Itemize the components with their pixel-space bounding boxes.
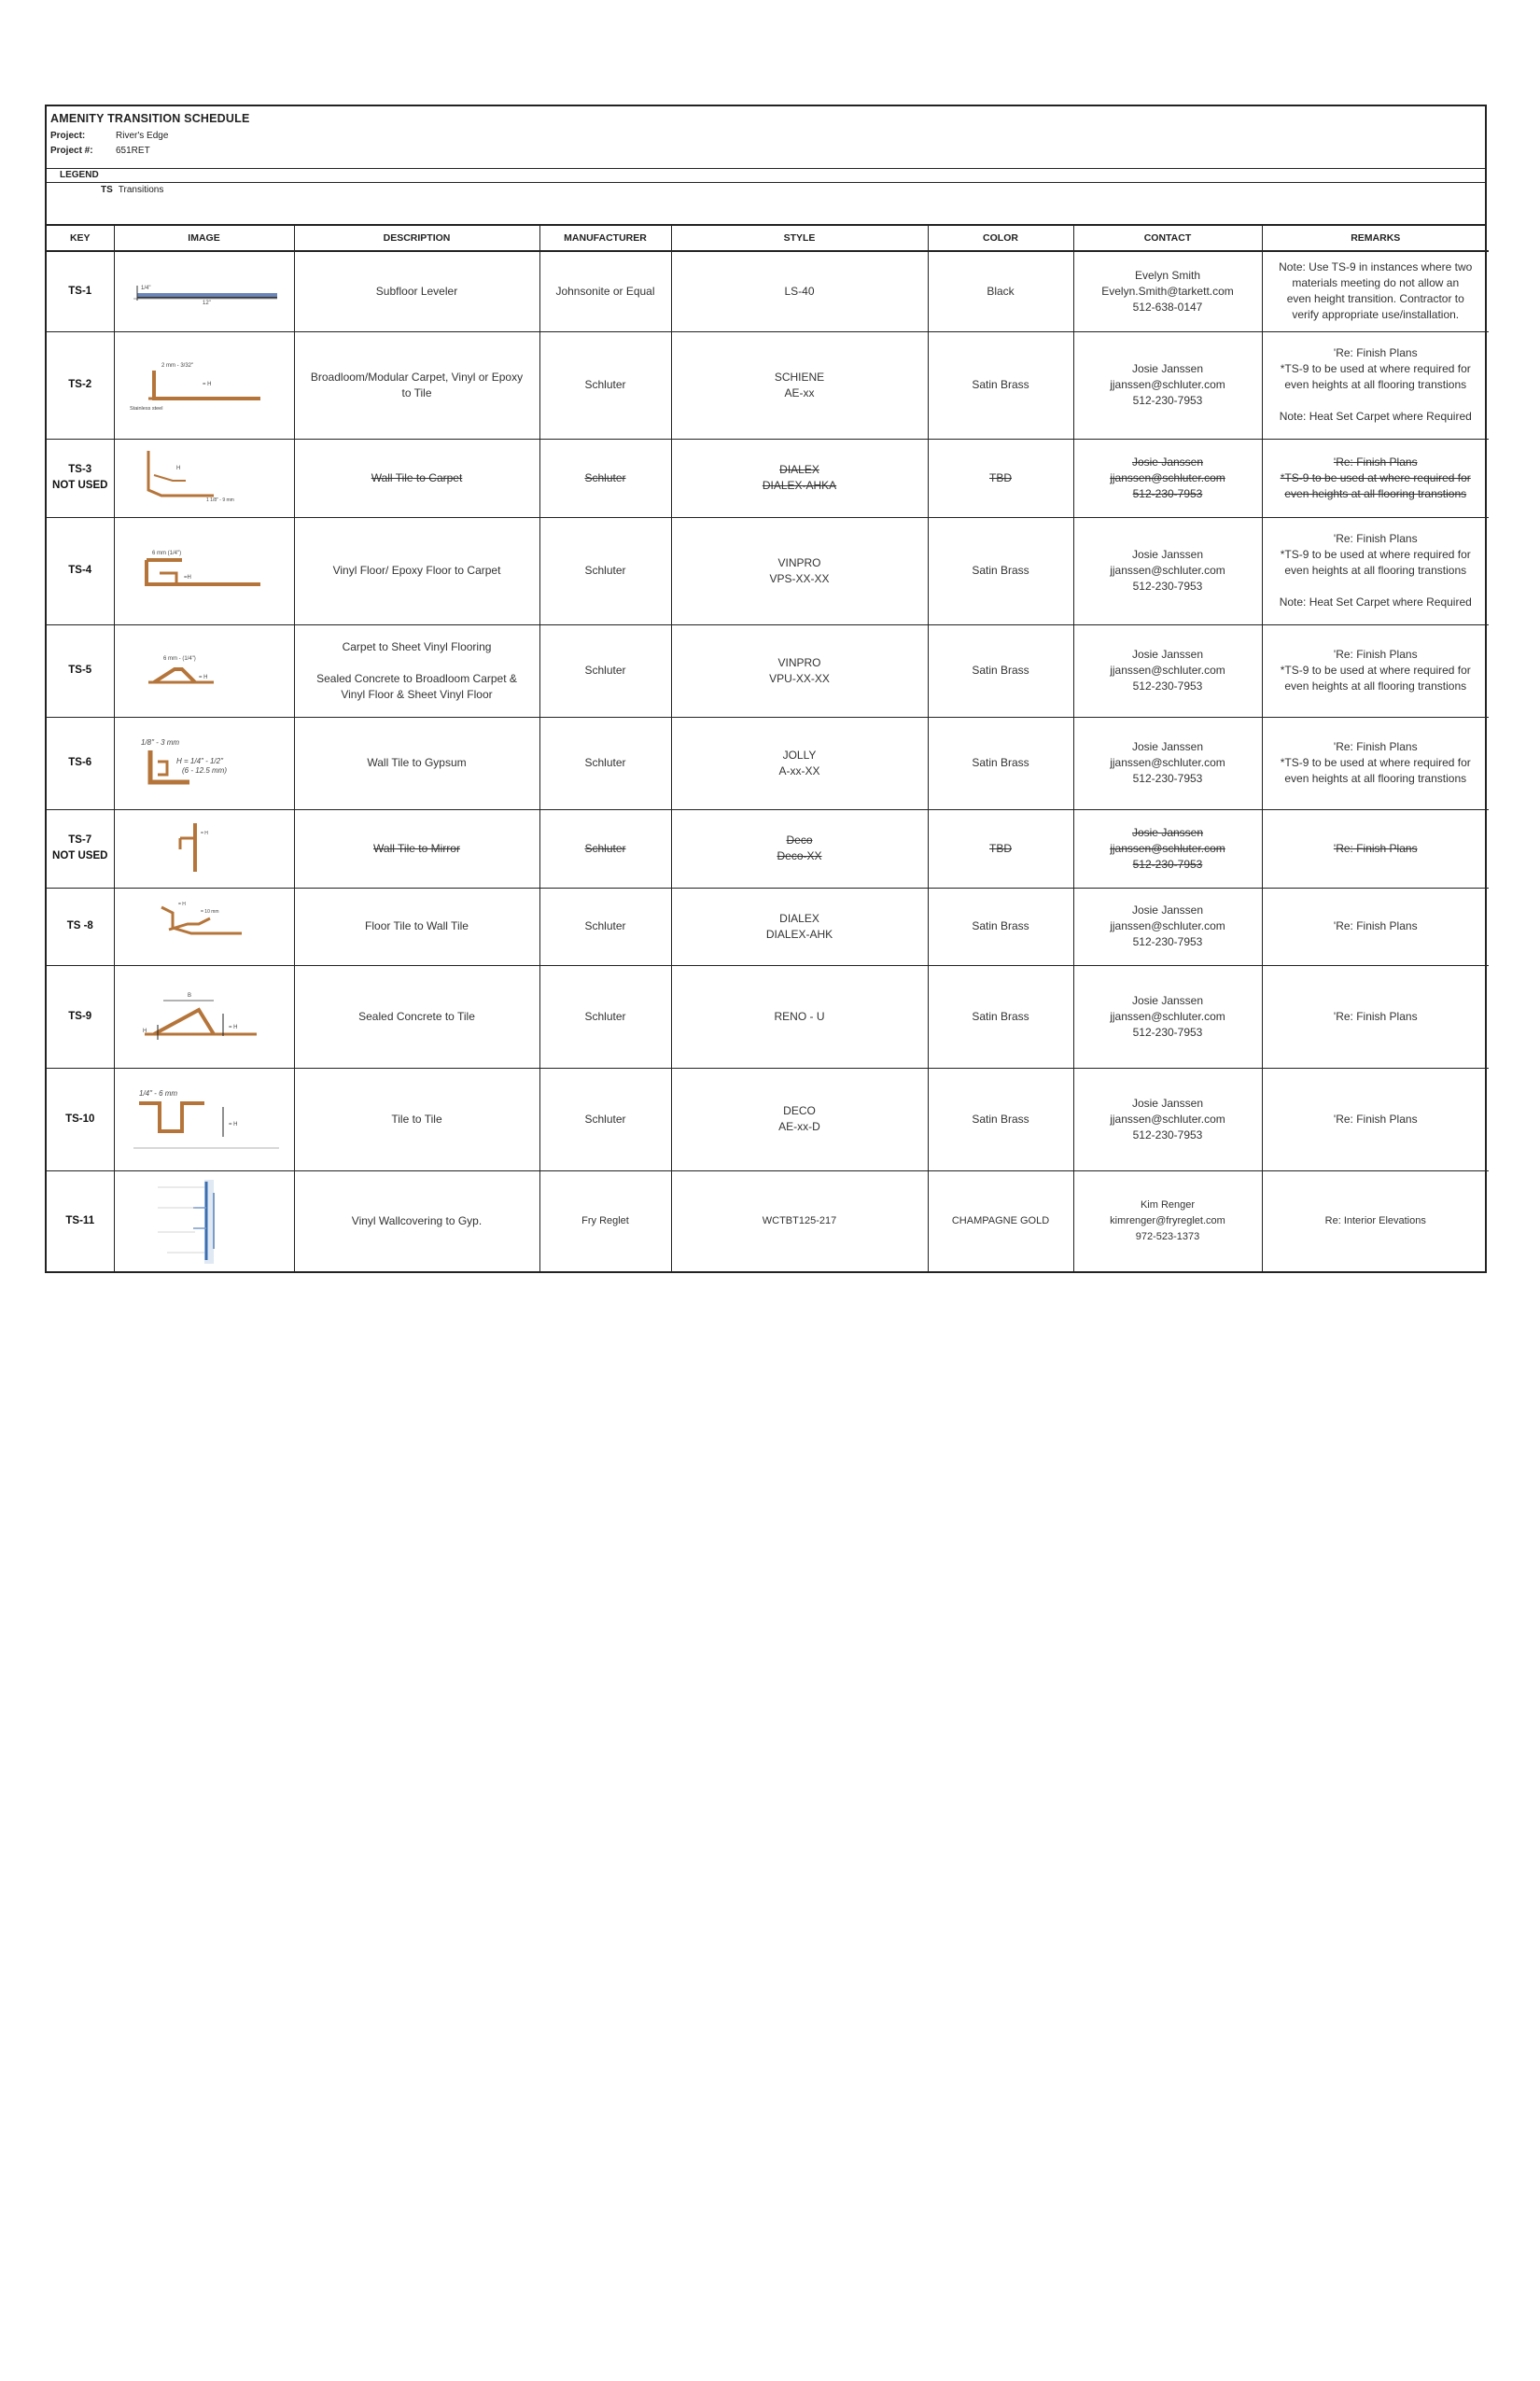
row-style-line: RENO - U — [774, 1009, 825, 1023]
row-style — [671, 624, 928, 717]
row-description-line: Vinyl Wallcovering to Gyp. — [351, 1213, 483, 1227]
row-remarks-line: even heights at all flooring transtions — [1284, 564, 1467, 577]
svg-text:1 1/8" - 9 mm: 1 1/8" - 9 mm — [205, 497, 234, 503]
row-contact-line: jjanssen@schluter.com — [1110, 756, 1225, 769]
row-contact-line: Josie Janssen — [1131, 825, 1204, 839]
profile-drawing — [120, 1174, 288, 1268]
svg-text:12": 12" — [202, 301, 211, 307]
row-key-line: TS-11 — [65, 1214, 95, 1226]
row-contact-line: Kim Renger — [1140, 1198, 1196, 1211]
table-row — [47, 251, 1489, 331]
row-contact-line: 512-230-7953 — [1132, 1025, 1203, 1039]
row-description-line: Sealed Concrete to Tile — [358, 1009, 475, 1023]
svg-text:=H: =H — [183, 574, 191, 581]
table-row — [47, 809, 1489, 888]
row-color-text: Black — [987, 284, 1015, 298]
row-remarks-line: *TS-9 to be used at where required for — [1280, 756, 1471, 769]
row-color-text: Satin Brass — [972, 1009, 1029, 1023]
row-key-line: TS-2 — [68, 379, 92, 390]
row-manufacturer-text: Schluter — [584, 1009, 626, 1023]
profile-drawing — [120, 543, 288, 599]
row-description-line — [299, 655, 536, 671]
svg-text:2 mm - 3/32": 2 mm - 3/32" — [161, 362, 193, 369]
row-remarks — [1262, 439, 1489, 517]
row-description-line: Wall Tile to Gypsum — [367, 756, 467, 769]
row-remarks-line: even heights at all flooring transtions — [1284, 378, 1467, 391]
row-contact — [1073, 717, 1262, 809]
row-key — [47, 251, 114, 331]
col-header-style: STYLE — [671, 226, 928, 251]
row-remarks — [1262, 251, 1489, 331]
col-header-color: COLOR — [928, 226, 1073, 251]
row-style — [671, 1170, 928, 1271]
row-description — [294, 965, 539, 1068]
row-remarks-line: 'Re: Finish Plans — [1333, 648, 1418, 661]
row-style-line: DIALEX — [779, 911, 819, 925]
svg-text:= H: = H — [228, 1122, 238, 1127]
table-row — [47, 888, 1489, 965]
row-remarks-line: 'Re: Finish Plans — [1333, 841, 1418, 855]
row-contact-line: jjanssen@schluter.com — [1110, 1112, 1225, 1126]
row-contact-line: kimrenger@fryreglet.com — [1110, 1214, 1225, 1226]
row-description-line: Vinyl Floor/ Epoxy Floor to Carpet — [332, 564, 501, 577]
table-header-row — [47, 226, 1489, 251]
row-manufacturer — [539, 809, 671, 888]
row-color — [928, 251, 1073, 331]
row-remarks — [1262, 717, 1489, 809]
row-contact — [1073, 1068, 1262, 1170]
row-contact-line: jjanssen@schluter.com — [1110, 378, 1225, 391]
row-style — [671, 965, 928, 1068]
row-style-line: DECO — [783, 1104, 816, 1117]
row-contact-line: 512-230-7953 — [1132, 935, 1203, 948]
svg-text:1/4" - 6 mm: 1/4" - 6 mm — [138, 1089, 177, 1098]
row-description-line: Tile to Tile — [391, 1112, 442, 1126]
transition-profile-image — [114, 1068, 294, 1170]
row-key — [47, 1068, 114, 1170]
row-style-line: VINPRO — [777, 555, 821, 569]
row-contact — [1073, 251, 1262, 331]
svg-text:6 mm - (1/4"): 6 mm - (1/4") — [162, 655, 196, 662]
row-description-line: Wall Tile to Mirror — [373, 841, 460, 855]
row-manufacturer-text: Schluter — [584, 378, 626, 391]
row-description-line: Subfloor Leveler — [375, 284, 458, 298]
legend-label: LEGEND — [60, 170, 99, 180]
col-header-contact: CONTACT — [1073, 226, 1262, 251]
row-manufacturer-text: Johnsonite or Equal — [555, 284, 655, 298]
row-description-line: Wall Tile to Carpet — [371, 470, 463, 484]
row-contact-line: Evelyn.Smith@tarkett.com — [1101, 284, 1234, 298]
row-remarks-line: 'Re: Finish Plans — [1333, 1009, 1418, 1023]
table-row — [47, 717, 1489, 809]
row-contact-line: jjanssen@schluter.com — [1110, 919, 1225, 932]
project-number-value: 651RET — [116, 146, 150, 156]
row-key-line: TS-5 — [68, 665, 92, 676]
row-color-text: TBD — [989, 841, 1012, 855]
col-header-description: DESCRIPTION — [294, 226, 539, 251]
row-color — [928, 1170, 1073, 1271]
row-key — [47, 1170, 114, 1271]
row-key — [47, 624, 114, 717]
row-color — [928, 624, 1073, 717]
transition-profile-image — [114, 331, 294, 439]
row-style — [671, 809, 928, 888]
row-remarks — [1262, 809, 1489, 888]
project-number-row — [50, 146, 150, 156]
row-description — [294, 1068, 539, 1170]
row-manufacturer — [539, 517, 671, 624]
row-description-line: Sealed Concrete to Broadloom Carpet & — [316, 671, 517, 685]
row-style-line: VINPRO — [777, 655, 821, 669]
row-description — [294, 1170, 539, 1271]
row-key — [47, 439, 114, 517]
row-key — [47, 888, 114, 965]
row-manufacturer — [539, 439, 671, 517]
row-color-text: Satin Brass — [972, 378, 1029, 391]
row-contact — [1073, 331, 1262, 439]
row-style-line: VPU-XX-XX — [769, 671, 830, 685]
svg-text:H = 1/4" - 1/2": H = 1/4" - 1/2" — [175, 756, 223, 765]
row-contact-line: 512-230-7953 — [1132, 486, 1203, 500]
project-label: Project: — [50, 131, 86, 141]
row-remarks-line: even heights at all flooring transtions — [1284, 772, 1467, 785]
row-style-line: LS-40 — [784, 284, 815, 298]
legend-bar — [47, 169, 1485, 183]
row-color — [928, 439, 1073, 517]
row-description — [294, 251, 539, 331]
row-description — [294, 717, 539, 809]
row-manufacturer — [539, 251, 671, 331]
row-key-line: TS-3 — [68, 464, 92, 475]
transition-profile-image — [114, 809, 294, 888]
row-style — [671, 888, 928, 965]
row-remarks — [1262, 1170, 1489, 1271]
row-description-line: Carpet to Sheet Vinyl Flooring — [342, 639, 492, 653]
row-key — [47, 717, 114, 809]
profile-drawing — [120, 896, 288, 958]
row-style-line: DIALEX-AHK — [765, 927, 833, 941]
col-header-manufacturer: MANUFACTURER — [539, 226, 671, 251]
row-description — [294, 439, 539, 517]
svg-text:1/8" - 3 mm: 1/8" - 3 mm — [140, 737, 179, 747]
row-remarks — [1262, 331, 1489, 439]
svg-text:(6 - 12.5 mm): (6 - 12.5 mm) — [181, 765, 227, 775]
row-color-text: CHAMPAGNE GOLD — [951, 1214, 1050, 1226]
profile-drawing — [120, 984, 288, 1049]
row-remarks — [1262, 965, 1489, 1068]
row-manufacturer — [539, 717, 671, 809]
row-color — [928, 809, 1073, 888]
row-contact-line: 512-230-7953 — [1132, 679, 1203, 693]
profile-drawing — [120, 1086, 288, 1152]
transition-profile-image — [114, 439, 294, 517]
row-style — [671, 251, 928, 331]
row-manufacturer — [539, 331, 671, 439]
row-manufacturer-text: Schluter — [584, 841, 626, 855]
row-remarks-line: materials meeting do not allow an — [1292, 276, 1460, 290]
svg-text:Stainless steel: Stainless steel — [129, 405, 162, 412]
row-key-line: NOT USED — [52, 850, 108, 861]
schedule-sheet — [45, 105, 1487, 1273]
row-contact-line: 512-230-7953 — [1132, 857, 1203, 871]
row-color — [928, 1068, 1073, 1170]
row-contact — [1073, 809, 1262, 888]
table-body — [47, 251, 1489, 1271]
row-style-line: AE-xx-D — [778, 1120, 820, 1133]
row-remarks — [1262, 1068, 1489, 1170]
row-style-line: WCTBT125-217 — [762, 1214, 837, 1226]
row-remarks-line: Note: Heat Set Carpet where Required — [1279, 595, 1472, 609]
legend-entry — [101, 185, 163, 195]
row-contact-line: 512-230-7953 — [1132, 772, 1203, 785]
profile-drawing — [120, 818, 288, 879]
transition-profile-image — [114, 517, 294, 624]
row-remarks-line: even heights at all flooring transtions — [1284, 679, 1467, 693]
row-style-line: Deco-XX — [777, 849, 822, 862]
row-key-line: TS-6 — [68, 757, 92, 768]
row-description-line: Floor Tile to Wall Tile — [365, 919, 469, 932]
row-remarks-line: 'Re: Finish Plans — [1333, 532, 1418, 545]
row-contact-line: jjanssen@schluter.com — [1110, 564, 1225, 577]
row-remarks-line: 'Re: Finish Plans — [1333, 919, 1418, 932]
row-contact-line: 512-638-0147 — [1132, 300, 1203, 314]
row-manufacturer — [539, 624, 671, 717]
row-style — [671, 1068, 928, 1170]
profile-drawing — [120, 273, 288, 310]
row-key-line: TS -8 — [66, 920, 93, 931]
svg-text:= 10 mm: = 10 mm — [200, 908, 219, 915]
row-contact-line: Josie Janssen — [1131, 1096, 1204, 1110]
row-contact-line: 512-230-7953 — [1132, 394, 1203, 407]
table-row — [47, 624, 1489, 717]
row-contact-line: Josie Janssen — [1131, 903, 1204, 917]
row-remarks-line — [1265, 393, 1488, 409]
row-manufacturer-text: Schluter — [584, 470, 626, 484]
table-row — [47, 1068, 1489, 1170]
svg-text:H: H — [175, 466, 180, 471]
svg-text:= H: = H — [202, 381, 212, 387]
row-manufacturer-text: Schluter — [584, 756, 626, 769]
col-header-remarks: REMARKS — [1262, 226, 1489, 251]
row-contact-line: Evelyn Smith — [1134, 268, 1201, 282]
row-manufacturer — [539, 1068, 671, 1170]
transition-profile-image — [114, 251, 294, 331]
row-contact-line: jjanssen@schluter.com — [1110, 841, 1225, 855]
project-number-label: Project #: — [50, 146, 93, 156]
row-description — [294, 517, 539, 624]
table-row — [47, 517, 1489, 624]
row-description — [294, 888, 539, 965]
row-manufacturer — [539, 965, 671, 1068]
row-style — [671, 517, 928, 624]
schedule-title: AMENITY TRANSITION SCHEDULE — [50, 112, 250, 125]
row-remarks-line: Re: Interior Elevations — [1324, 1214, 1426, 1226]
row-color-text: TBD — [989, 470, 1012, 484]
col-header-image: IMAGE — [114, 226, 294, 251]
svg-text:= H: = H — [200, 831, 208, 836]
row-contact-line: Josie Janssen — [1131, 740, 1204, 753]
row-key — [47, 965, 114, 1068]
transition-profile-image — [114, 717, 294, 809]
row-description-line: to Tile — [401, 385, 432, 399]
row-contact — [1073, 1170, 1262, 1271]
row-color-text: Satin Brass — [972, 756, 1029, 769]
row-color-text: Satin Brass — [972, 564, 1029, 577]
svg-text:B: B — [187, 993, 191, 999]
row-color — [928, 965, 1073, 1068]
row-remarks-line: 'Re: Finish Plans — [1333, 740, 1418, 753]
table-row — [47, 965, 1489, 1068]
row-style-line: JOLLY — [782, 748, 817, 762]
profile-drawing — [120, 645, 288, 697]
transition-profile-image — [114, 624, 294, 717]
svg-text:= H: = H — [228, 1025, 238, 1030]
row-key-line: TS-9 — [68, 1010, 92, 1022]
row-remarks-line: Note: Heat Set Carpet where Required — [1279, 410, 1472, 423]
row-style-line: DIALEX-AHKA — [762, 479, 837, 492]
row-color-text: Satin Brass — [972, 1112, 1029, 1126]
row-contact-line: Josie Janssen — [1131, 648, 1204, 661]
row-contact-line: Josie Janssen — [1131, 993, 1204, 1007]
table-row — [47, 1170, 1489, 1271]
row-manufacturer-text: Schluter — [584, 664, 626, 677]
legend-description: Transitions — [118, 185, 164, 195]
row-color — [928, 717, 1073, 809]
legend-body — [47, 183, 1485, 226]
row-color — [928, 888, 1073, 965]
transition-profile-image — [114, 888, 294, 965]
row-description-line: Broadloom/Modular Carpet, Vinyl or Epoxy — [310, 370, 524, 384]
row-key-line: TS-1 — [68, 285, 92, 297]
legend-code: TS — [101, 185, 113, 195]
row-remarks-line: even height transition. Contractor to — [1286, 292, 1464, 306]
row-style-line: DIALEX — [779, 463, 819, 476]
profile-drawing — [120, 735, 288, 791]
row-remarks — [1262, 517, 1489, 624]
row-remarks-line: 'Re: Finish Plans — [1333, 346, 1418, 359]
row-remarks-line — [1265, 579, 1488, 595]
row-description — [294, 809, 539, 888]
row-manufacturer-text: Schluter — [584, 564, 626, 577]
row-manufacturer — [539, 1170, 671, 1271]
row-style — [671, 717, 928, 809]
row-contact-line: Josie Janssen — [1131, 548, 1204, 561]
row-remarks-line: *TS-9 to be used at where required for — [1280, 362, 1471, 375]
row-contact — [1073, 624, 1262, 717]
row-style-line: A-xx-XX — [778, 763, 820, 777]
row-contact-line: 972-523-1373 — [1135, 1230, 1200, 1242]
row-contact-line: Josie Janssen — [1131, 455, 1204, 469]
row-remarks-line: even heights at all flooring transtions — [1284, 486, 1467, 500]
svg-text:H: H — [142, 1029, 147, 1034]
row-style-line: VPS-XX-XX — [769, 571, 830, 585]
row-contact-line: jjanssen@schluter.com — [1110, 664, 1225, 677]
row-remarks-line: *TS-9 to be used at where required for — [1280, 548, 1471, 561]
transition-profile-image — [114, 965, 294, 1068]
svg-text:= H: = H — [177, 901, 186, 907]
row-contact-line: jjanssen@schluter.com — [1110, 470, 1225, 484]
transition-profile-image — [114, 1170, 294, 1271]
row-color-text: Satin Brass — [972, 664, 1029, 677]
svg-text:= H: = H — [198, 674, 208, 680]
row-manufacturer-text: Fry Reglet — [581, 1214, 629, 1226]
row-manufacturer-text: Schluter — [584, 919, 626, 932]
project-row — [50, 131, 168, 141]
row-remarks-line: *TS-9 to be used at where required for — [1280, 470, 1471, 484]
row-description — [294, 331, 539, 439]
transition-table — [47, 226, 1489, 1271]
row-remarks — [1262, 888, 1489, 965]
row-contact — [1073, 517, 1262, 624]
row-key-line: TS-4 — [68, 565, 92, 576]
col-header-key: KEY — [47, 226, 114, 251]
row-style — [671, 439, 928, 517]
row-contact-line: 512-230-7953 — [1132, 1127, 1203, 1141]
table-row — [47, 439, 1489, 517]
table-row — [47, 331, 1489, 439]
row-contact-line: Josie Janssen — [1131, 362, 1204, 375]
row-remarks-line: 'Re: Finish Plans — [1333, 455, 1418, 469]
row-style-line: Deco — [786, 833, 813, 847]
schedule-header — [47, 106, 1485, 169]
row-manufacturer-text: Schluter — [584, 1112, 626, 1126]
row-key — [47, 809, 114, 888]
row-color — [928, 331, 1073, 439]
row-remarks-line: verify appropriate use/installation. — [1292, 308, 1460, 322]
row-contact — [1073, 439, 1262, 517]
profile-drawing — [120, 447, 288, 509]
row-color — [928, 517, 1073, 624]
row-manufacturer — [539, 888, 671, 965]
row-description — [294, 624, 539, 717]
row-remarks-line: 'Re: Finish Plans — [1333, 1112, 1418, 1126]
svg-text:1/4": 1/4" — [140, 286, 150, 292]
svg-text:6 mm (1/4"): 6 mm (1/4") — [151, 550, 181, 556]
row-contact-line: jjanssen@schluter.com — [1110, 1009, 1225, 1023]
profile-drawing — [120, 357, 288, 413]
project-value: River's Edge — [116, 131, 169, 141]
row-color-text: Satin Brass — [972, 919, 1029, 932]
row-remarks-line: Note: Use TS-9 in instances where two — [1279, 260, 1473, 274]
row-key-line: NOT USED — [52, 480, 108, 491]
row-key-line: TS-7 — [68, 834, 92, 846]
row-key-line: TS-10 — [65, 1113, 95, 1125]
row-style-line: AE-xx — [784, 385, 815, 399]
row-remarks — [1262, 624, 1489, 717]
row-description-line: Vinyl Floor & Sheet Vinyl Floor — [341, 687, 493, 701]
row-key — [47, 517, 114, 624]
row-contact — [1073, 888, 1262, 965]
row-style-line: SCHIENE — [774, 370, 825, 384]
row-style — [671, 331, 928, 439]
row-contact — [1073, 965, 1262, 1068]
row-key — [47, 331, 114, 439]
row-remarks-line: *TS-9 to be used at where required for — [1280, 664, 1471, 677]
row-contact-line: 512-230-7953 — [1132, 580, 1203, 593]
